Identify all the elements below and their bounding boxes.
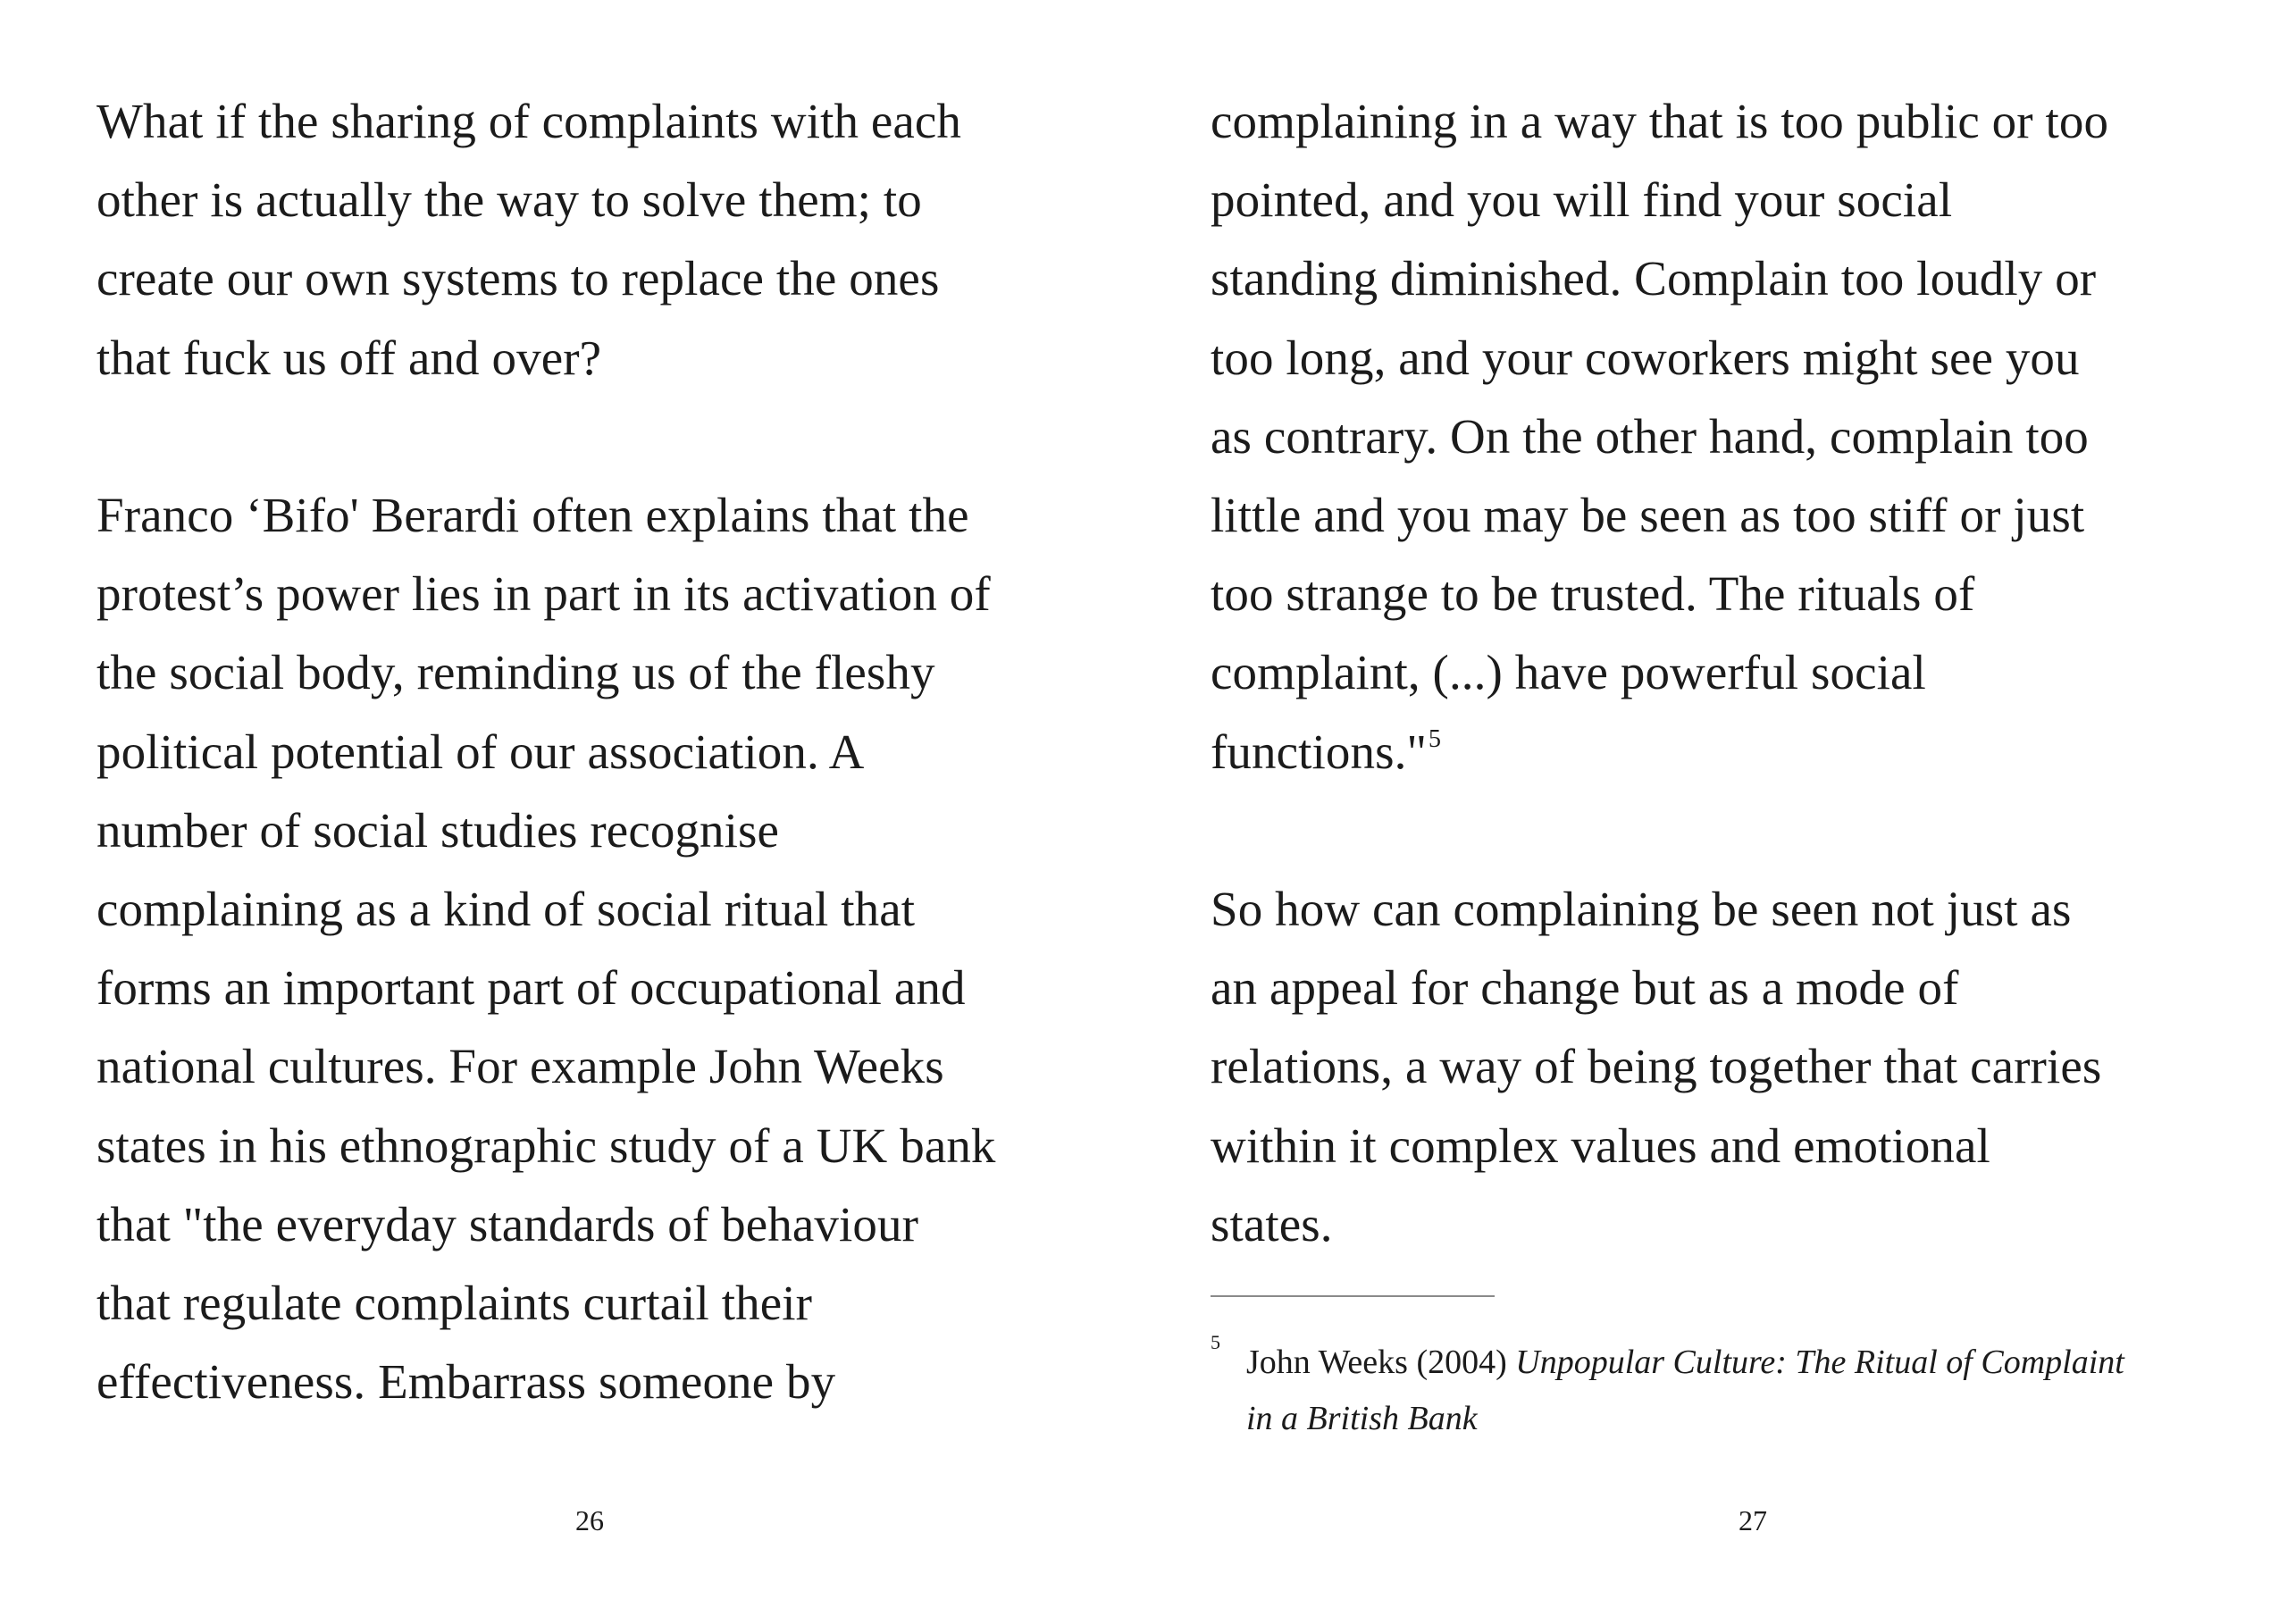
text-line: little and you may be seen as too stiff or just: [1211, 488, 2085, 543]
page-number: 26: [575, 1504, 604, 1536]
paragraph-gap: [96, 398, 1115, 476]
text-line: forms an important part of occupational and: [96, 960, 966, 1016]
text-line: complaining in a way that is too public or too: [1211, 94, 2109, 148]
text-line: states.: [1211, 1196, 1333, 1251]
text-line: too strange to be trusted. The rituals of: [1211, 566, 1975, 622]
text-line: political potential of our association. A: [96, 724, 865, 779]
text-line: within it complex values and emotional: [1211, 1118, 1990, 1173]
footnote-author-year: John Weeks (2004): [1246, 1344, 1516, 1381]
text-line: protest’s power lies in part in its activation of: [96, 566, 991, 622]
text-line: states in his ethnographic study of a UK bank: [96, 1118, 996, 1173]
footnote-body: [1211, 1335, 2265, 1447]
text-line: functions.": [1211, 724, 1427, 779]
footnote-line: [1246, 1335, 2265, 1391]
text-line: that regulate complaints curtail their: [96, 1276, 813, 1331]
paragraph-gap: [1211, 791, 2256, 870]
text-line: an appeal for change but as a mode of: [1211, 960, 1959, 1016]
footnote-number: 5: [1211, 1331, 1220, 1353]
right-page-text-column: [1211, 82, 2256, 1264]
footnote-reference[interactable]: 5: [1429, 725, 1442, 754]
text-line: effectiveness. Embarrass someone by: [96, 1354, 836, 1410]
footnote-divider: [1211, 1295, 1495, 1297]
text-line: too long, and your coworkers might see you: [1211, 330, 2080, 385]
text-line: complaining as a kind of social ritual that: [96, 882, 916, 937]
right-page: [1139, 0, 2279, 1624]
text-line: number of social studies recognise: [96, 802, 780, 858]
text-line: standing diminished. Complain too loudly or: [1211, 251, 2097, 306]
text-line: relations, a way of being together that carries: [1211, 1039, 2102, 1094]
text-line: that "the everyday standards of behaviour: [96, 1196, 918, 1251]
text-line: Franco ‘Bifo' Berardi often explains that the: [96, 488, 969, 542]
text-line: What if the sharing of complaints with each: [96, 94, 962, 148]
text-line: So how can complaining be seen not just as: [1211, 882, 2072, 937]
text-line: create our own systems to replace the ones: [96, 251, 940, 306]
footnote: [1211, 1331, 2265, 1447]
text-line: the social body, reminding us of the fleshy: [96, 645, 935, 700]
footnote-title: Unpopular Culture: The Ritual of Complaint: [1515, 1344, 2124, 1381]
footnote-title-continued: in a British Bank: [1246, 1400, 1478, 1437]
text-line: as contrary. On the other hand, complain too: [1211, 408, 2089, 464]
text-line: other is actually the way to solve them; to: [96, 172, 922, 228]
text-line: complaint, (...) have powerful social: [1211, 645, 1926, 700]
text-line: national cultures. For example John Weeks: [96, 1039, 944, 1094]
footnote-line: [1246, 1391, 2265, 1447]
left-page: [0, 0, 1139, 1624]
page-number: 27: [1739, 1504, 1767, 1536]
left-page-text-column: [96, 82, 1115, 1421]
text-line: pointed, and you will find your social: [1211, 172, 1953, 228]
text-line: that fuck us off and over?: [96, 330, 602, 385]
text-line-with-footnote: [1211, 713, 2256, 791]
